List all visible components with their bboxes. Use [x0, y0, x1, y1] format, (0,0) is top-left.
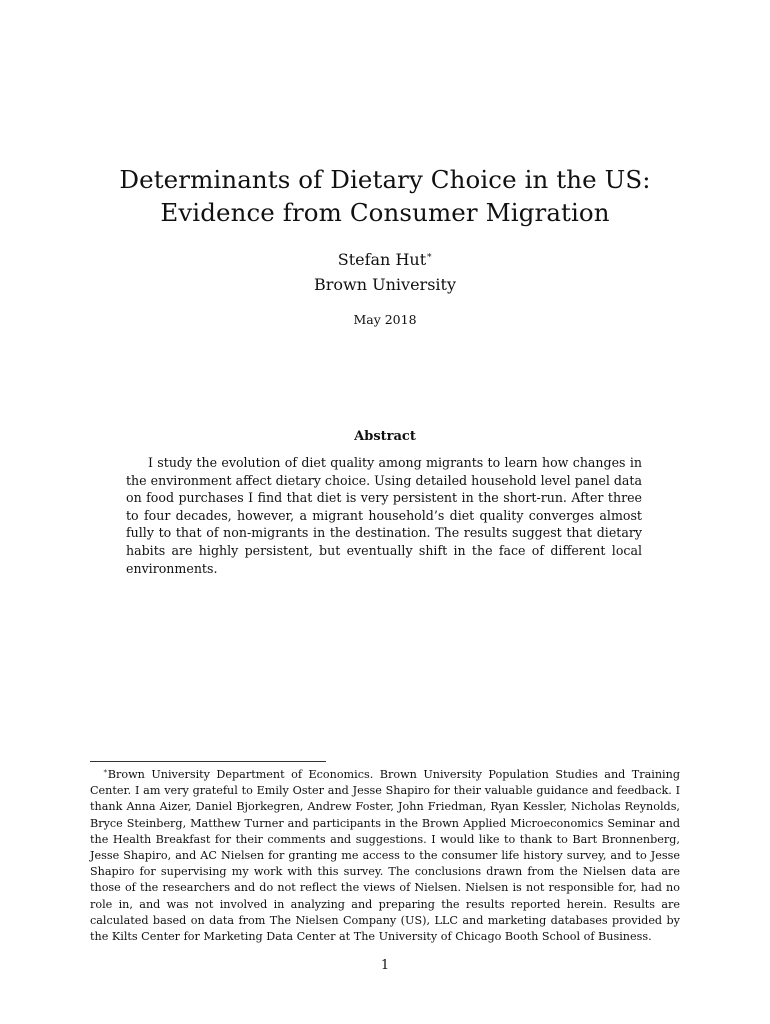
author-affiliation: Brown University	[314, 275, 456, 294]
footnote	[90, 767, 680, 945]
title-line-1: Determinants of Dietary Choice in the US:	[119, 165, 651, 195]
footnote-marker: ∗	[103, 767, 108, 775]
author-block	[0, 247, 770, 297]
page-number: 1	[380, 958, 390, 973]
author-name-line	[0, 247, 770, 272]
title-line-2: Evidence from Consumer Migration	[160, 198, 610, 228]
publication-date: May 2018	[353, 312, 417, 327]
abstract-body: I study the evolution of diet quality among migrants to learn how changes in the environment affect dietary choice. Using detailed household level panel data on food purchases I find that diet is very persistent in the short-run. After three to four decades, however, a migrant household’s diet quality converges almost fully to that of non-migrants in the destination. The results suggest that dietary habits are highly persistent, but eventually shift in the face of different local environments.	[126, 455, 643, 576]
footnote-text: Brown University Department of Economics. Brown University Population Studies and Training Center. I am very grateful to Emily Oster and Jesse Shapiro for their valuable guidance and feedback. I thank Anna Aizer, Daniel Bjorkegren, Andrew Foster, John Friedman, Ryan Kessler, Nicholas Reynolds, Bryce Steinberg, Matthew Turner and participants in the Brown Applied Microeconomics Seminar and the Health Breakfast for their comments and suggestions. I would like to thank to Bart Bronnenberg, Jesse Shapiro, and AC Nielsen for granting me access to the consumer life history survey, and to Jesse Shapiro for supervising my work with this survey. The conclusions drawn from the Nielsen data are those of the researchers and do not reflect the views of Nielsen. Nielsen is not responsible for, had no role in, and was not involved in analyzing and preparing the results reported herein. Results are calculated based on data from The Nielsen Company (US), LLC and marketing databases provided by the Kilts Center for Marketing Data Center at The University of Chicago Booth School of Business.	[90, 768, 680, 944]
footnote-divider	[90, 761, 326, 762]
abstract-heading: Abstract	[354, 429, 416, 444]
author-footnote-marker: ∗	[426, 251, 433, 261]
paper-title	[60, 163, 710, 229]
author-name: Stefan Hut	[337, 250, 427, 269]
